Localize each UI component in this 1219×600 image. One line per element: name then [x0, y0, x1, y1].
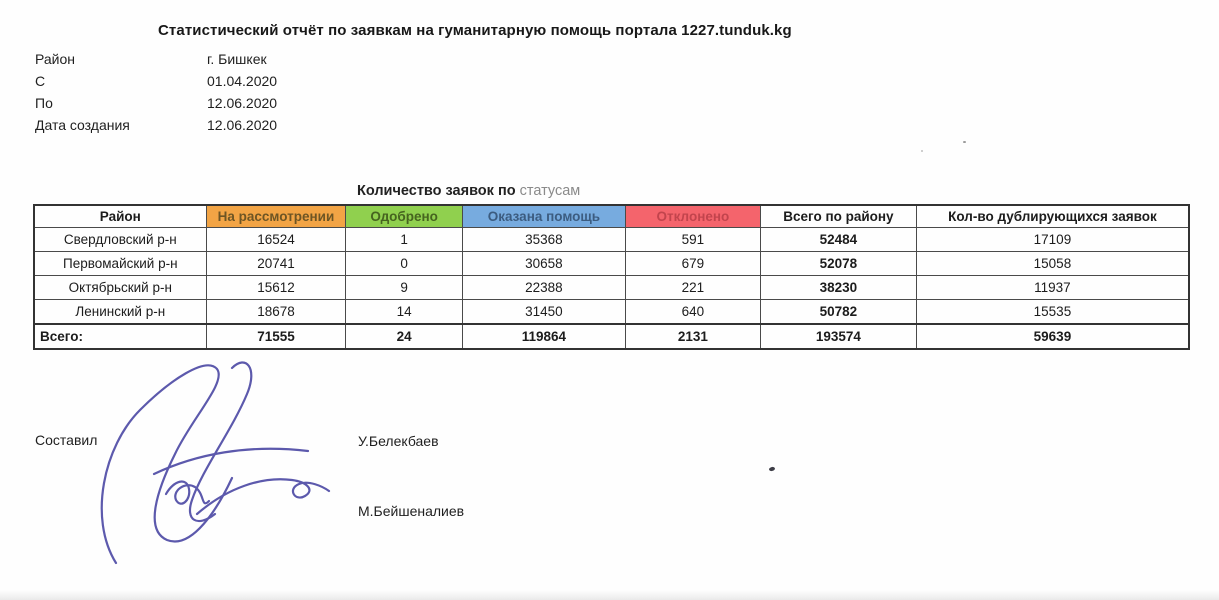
column-header-on-review: На рассмотрении	[206, 205, 346, 228]
meta-label: С	[35, 73, 46, 89]
cell-on-review: 15612	[206, 276, 346, 300]
meta-value: 12.06.2020	[207, 95, 278, 111]
handwritten-signature	[96, 358, 336, 573]
scan-speck	[963, 141, 966, 143]
cell-district: Ленинский р-н	[34, 300, 206, 325]
table-caption-bold: Количество заявок по	[357, 183, 516, 199]
column-header-total: Всего по району	[760, 205, 916, 228]
header-row	[34, 205, 1189, 228]
total-row	[34, 324, 1189, 349]
cell-helped: 22388	[462, 276, 625, 300]
meta-row-date-to	[35, 92, 277, 114]
cell-rejected: 221	[625, 276, 760, 300]
cell-duplicates: 15058	[916, 252, 1189, 276]
cell-district: Октябрьский р-н	[34, 276, 206, 300]
table-row	[34, 300, 1189, 325]
cell-total: 38230	[760, 276, 916, 300]
table-row	[34, 228, 1189, 252]
meta-row-date-from	[35, 70, 277, 92]
cell-on-review: 20741	[206, 252, 346, 276]
cell-district: Свердловский р-н	[34, 228, 206, 252]
meta-label: По	[35, 95, 53, 111]
cell-approved: 1	[346, 228, 463, 252]
table-row	[34, 252, 1189, 276]
cell-total-duplicates: 59639	[916, 324, 1189, 349]
cell-total-label: Всего:	[34, 324, 206, 349]
meta-value: г. Бишкек	[207, 51, 267, 67]
cell-approved: 0	[346, 252, 463, 276]
status-table	[33, 204, 1190, 350]
signer-name-2: М.Бейшеналиев	[358, 503, 465, 519]
cell-approved: 9	[346, 276, 463, 300]
cell-total-rejected: 2131	[625, 324, 760, 349]
prepared-by-label: Составил	[35, 432, 98, 448]
cell-duplicates: 15535	[916, 300, 1189, 325]
table-caption	[357, 183, 580, 199]
meta-row-district	[35, 48, 277, 70]
column-header-duplicates: Кол-во дублирующихся заявок	[916, 205, 1189, 228]
column-header-district: Район	[34, 205, 206, 228]
meta-label: Дата создания	[35, 117, 130, 133]
cell-on-review: 18678	[206, 300, 346, 325]
cell-helped: 35368	[462, 228, 625, 252]
cell-total: 52484	[760, 228, 916, 252]
column-header-rejected: Отклонено	[625, 205, 760, 228]
cell-on-review: 16524	[206, 228, 346, 252]
cell-total-approved: 24	[346, 324, 463, 349]
scan-edge-shadow	[0, 590, 1219, 600]
cell-rejected: 679	[625, 252, 760, 276]
cell-total: 50782	[760, 300, 916, 325]
cell-duplicates: 11937	[916, 276, 1189, 300]
cell-rejected: 640	[625, 300, 760, 325]
cell-total-on-review: 71555	[206, 324, 346, 349]
meta-row-created	[35, 114, 277, 136]
cell-total: 52078	[760, 252, 916, 276]
cell-approved: 14	[346, 300, 463, 325]
table-caption-light: статусам	[519, 183, 581, 199]
signer-name-1: У.Белекбаев	[358, 433, 439, 449]
cell-total-total: 193574	[760, 324, 916, 349]
cell-duplicates: 17109	[916, 228, 1189, 252]
report-title: Статистический отчёт по заявкам на гуманитарную помощь портала 1227.tunduk.kg	[158, 22, 792, 39]
meta-value: 12.06.2020	[207, 117, 278, 133]
meta-value: 01.04.2020	[207, 73, 278, 89]
ink-speck	[769, 466, 776, 471]
column-header-helped: Оказана помощь	[462, 205, 625, 228]
meta-label: Район	[35, 51, 75, 67]
cell-district: Первомайский р-н	[34, 252, 206, 276]
meta-block	[35, 48, 277, 136]
cell-rejected: 591	[625, 228, 760, 252]
cell-helped: 30658	[462, 252, 625, 276]
cell-helped: 31450	[462, 300, 625, 325]
cell-total-helped: 119864	[462, 324, 625, 349]
scan-speck	[921, 150, 923, 152]
column-header-approved: Одобрено	[346, 205, 463, 228]
table-row	[34, 276, 1189, 300]
